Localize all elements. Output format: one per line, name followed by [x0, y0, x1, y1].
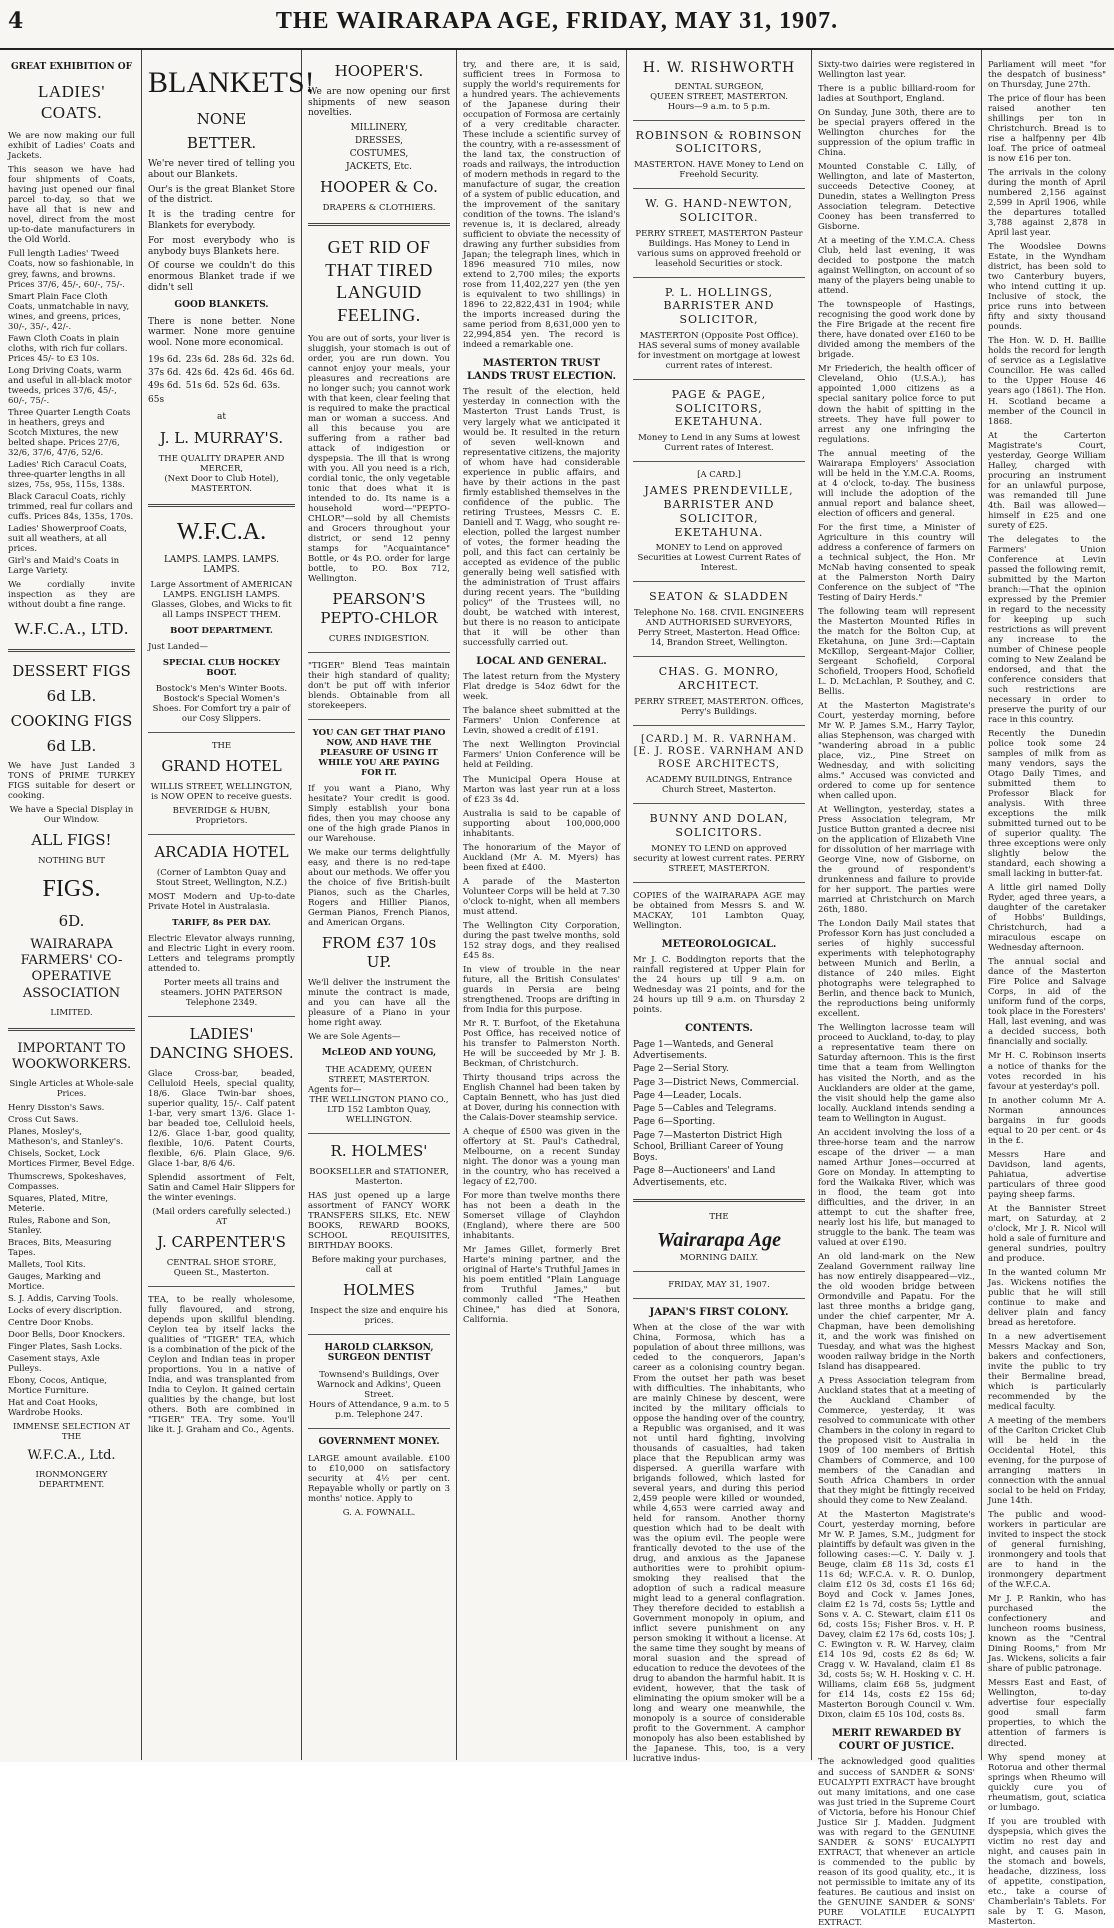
list-item: Henry Disston's Saws. — [8, 1103, 105, 1114]
hoopers-heading: HOOPER'S. — [334, 62, 424, 80]
wfca-lamps: W.F.C.A. — [176, 518, 267, 545]
pepto-text: You are out of sorts, your liver is sluggish, your stomach is out of order, you are run down. You cannot enjoy your meals, your pleasures and recreations are no longer such; you cannot work with that keen, clear feeling that is required to make the practical man or woman a success. And all this because you are suffering from a rather bad attack of indigestion or dyspepsia. The ill that is wrong with you. All you need is a rich, cordial tonic, the only vegetable tonic that does what it is intended to do. Its name is a household word—"PEPTO-CHLOR"—sold by all Chemists and Grocers throughout your district, or send 12 penny stamps for "Acquaintance" Bottle, or 4s P.O. order for large bottle, to P.O. Box 712, Wellington. — [308, 334, 450, 585]
news-item: Why spend money at Rotorua and other thermal springs when Rheumo will quickly cure you of rheumatism, gout, sciatica or lumbago. — [988, 1752, 1106, 1813]
list-item: Black Caracul Coats, richly trimmed, real fur collars and cuffs. Prices 84s, 135s, 170s. — [8, 491, 134, 522]
list-item: Hat and Coat Hooks, Wardrobe Hooks. — [8, 1397, 98, 1418]
list-item: Three Quarter Length Coats in heathers, greys and Scotch Mixtures, the new belted shape. Prices 27/6, 32/6, 37/6, 47/6, 52/6. — [8, 407, 131, 458]
tired-heading: GET RID OF THAT TIRED LANGUID FEELING. — [325, 237, 433, 325]
list-item: Ladies' Showerproof Coats, suit all weathers, at all prices. — [8, 523, 127, 554]
list-item: JACKETS, Etc. — [346, 161, 412, 172]
arcadia-elec: Electric Elevator always running, and Electric Light in every room. Letters and telegrams promptly attended to. — [148, 934, 295, 975]
hollings-name: P. L. HOLLINGS, BARRISTER AND SOLICITOR, — [663, 285, 775, 327]
news-item: An accident involving the loss of a three-horse team and the narrow escape of the driver — a man named Arthur Jones—occurred at Gore on Monday. In attempting to ford the Waikaka River, which was in flood, the team got into difficulties, and the driver, in an attempt to cut the shafter free, nearly lost his life, but managed to struggle to the bank. The team was valued at over £190. — [818, 1127, 975, 1248]
wfca-ironmongery: W.F.C.A., Ltd. — [27, 1447, 116, 1463]
piano-p1: If you want a Piano, Why hesitate? Your credit is good. Simply establish your bona fides, then you may choose any one of the high grade Pianos in our Warehouse. — [308, 784, 450, 845]
local-item: For more than twelve months there has not been a death in the Somerset village of Clayhdon (England), where there are 500 inhabitants. — [463, 1191, 620, 1242]
news-item: Mr Friederich, the health officer of Cleveland, Ohio (U.S.A.), has appointed 1,000 citizens as a special sanitary police force to put down the habit of spitting in the streets. They have full power to arrest any one infringing the regulations. — [818, 364, 975, 445]
news-item: If you are troubled with dyspepsia, which gives the victim no rest day and night, and causes pain in the stomach and bowels, headache, dizziness, loss of appetite, constipation, etc., take a course of Chamberlain's Tablets. For sale by T. G. Mason, Masterton. — [988, 1816, 1106, 1927]
local-item: A cheque of £500 was given in the offertory at St. Paul's Cathedral, Melbourne, on a recent Sunday night. The donor was a young man in the country, who has received a legacy of £2,700. — [463, 1127, 620, 1188]
news-item: Recently the Dunedin police took some 24 samples of milk from as many vendors, says the Otago Daily Times, and submitted them to Professor Black for analysis. With three exceptions the milk submitted turned out to be of superior quality. The three exceptions were only slightly below the standard, each showing a small lacking in butter-fat. — [988, 729, 1106, 880]
holmes-inspect: Inspect the size and enquire his prices. — [310, 1305, 448, 1326]
divider — [633, 379, 805, 380]
news-item: The annual social and dance of the Masterton Fire Police and Salvage Corps, in aid of the uniform fund of the corps, took place in the Foresters' Hall, last evening, and was a decided success, both financially and socially. — [988, 957, 1106, 1048]
seaton-text: Telephone No. 168. CIVIL ENGINEERS AND AUTHORISED SURVEYORS, Perry Street, Masterton. Head Office: 14, Brandon Street, Wellington. — [633, 608, 805, 649]
news-item: A meeting of the members of the Carlton Cricket Club will be held in the Occidental Hotel, this evening, for the purpose of arranging matters in connection with the annual social to be held on Friday, June 14th. — [988, 1416, 1106, 1507]
list-item: Page 2—Serial Story. — [633, 1064, 729, 1075]
column-4 — [457, 50, 627, 1760]
price-cell: 23s 6d. — [185, 354, 220, 365]
tiger-tea: "TIGER" Blend Teas maintain their high standard of quality; don't be put off with inferior blends. Obtainable from all storekeepers. — [308, 661, 450, 712]
news-item: A Press Association telegram from Auckland states that at a meeting of the Auckland Chamber of Commerce, yesterday, it was resolved to communicate with other Chambers in the colony in regard to the proposed visit to Australia in 1909 of 100 members of British Chambers of Commerce, and 100 members of the Canadian and South Africa Chambers in order that they might be fittingly received should they come to New Zealand. — [818, 1375, 975, 1507]
all-figs: ALL FIGS! — [31, 831, 112, 850]
list-item: Centre Door Knobs. — [8, 1317, 94, 1328]
fownall-name: G. A. FOWNALL. — [342, 1508, 416, 1519]
figs-price-big: 6D. — [58, 912, 85, 931]
list-item: Door Bells, Door Knockers. — [8, 1329, 126, 1340]
price-cell: 42s 6d. — [185, 368, 220, 379]
list-item: Page 5—Cables and Telegrams. — [633, 1104, 777, 1115]
list-item: Page 3—District News, Commercial. — [633, 1077, 799, 1088]
the-label: THE — [709, 1211, 729, 1222]
holmes-text: HAS just opened up a large assortment of FANCY WORK TRANSFERS SILKS, Etc. NEW BOOKS, REWARD BOOKS, SCHOOL REQUISITES, BIRTHDAY BOOKS. — [308, 1190, 450, 1251]
price-cell: 65s — [148, 394, 165, 405]
shoes-list: Glace Cross-bar, beaded, Celluloid Heels, special quality, 18/6. Glace Twin-bar shoes, superior quality, 15/-. Calf patent 1-bar, very smart 13/6. Glace 1-bar beaded toe, Celluloid heels, 12/6. Glace 1-bar, good quality, flexible, 10/6. Patent Courts, flexible, 6/6. Plain Glace, 9/6. Glace 1-bar, 8/6 4/6. — [148, 1068, 295, 1169]
tools-list — [8, 1103, 135, 1417]
meteorological-text: Mr J. C. Boddington reports that the rainfall registered at Upper Plain for the 24 hours up till 9 a.m. on Wednesday was 21 points, and for the 24 hours up till 9 a.m. on Thursday 2 points. — [633, 955, 805, 1016]
price-cell: 28s 6d. — [223, 354, 257, 365]
hoopers-intro: We are now opening our first shipments of new season novelties. — [308, 86, 450, 119]
divider — [308, 652, 450, 653]
price-cell: 19s 6d. — [148, 354, 182, 365]
central-shoe-store: CENTRAL SHOE STORE, — [166, 1257, 277, 1268]
murray-address: (Next Door to Club Hotel), MASTERTON. — [164, 473, 279, 494]
divider — [308, 1133, 450, 1134]
local-item: The Wellington City Corporation, during the past twelve months, sold 152 stray dogs, and they realised £45 8s. — [463, 920, 620, 961]
divider — [633, 725, 805, 726]
holmes-trade: BOOKSELLER and STATIONER, Masterton. — [309, 1166, 449, 1187]
just-landed: Just Landed— — [148, 642, 208, 653]
blankets-p4: For most everybody who is anybody buys Blankets here. — [148, 235, 295, 257]
seaton-name: SEATON & SLADDEN — [649, 590, 789, 604]
wellington-piano-co: THE WELLINGTON PIANO CO., LTD 152 Lambton Quay, WELLINGTON. — [309, 1094, 449, 1125]
list-item: S. J. Addis, Carving Tools. — [8, 1293, 119, 1304]
column-6 — [812, 50, 982, 1928]
list-item: Page 8—Auctioneers' and Land Advertisements, etc. — [633, 1166, 776, 1188]
divider — [633, 1271, 805, 1272]
local-general-heading: LOCAL AND GENERAL. — [476, 655, 607, 667]
figs-big: FIGS. — [42, 876, 101, 903]
news-item: At a meeting of the Y.M.C.A. Chess Club, held last evening, it was decided to postpone the match against Wellington, on account of so many of the players being unable to attend. — [818, 236, 975, 297]
news-item: The public and wood-workers in particular are invited to inspect the stock of general furnishing, ironmongery and tools that are to hand in the ironmongery department of the W.F.C.A. — [988, 1510, 1106, 1591]
news-item: At the Masterton Magistrate's Court, yesterday morning, before Mr W. P. James, S.M., judgment for plaintiffs by default was given in the following cases:—C. Y. Daily v. J. Beuge, claim £8 11s 3d, costs £1 11s 6d; W.F.C.A. v. R. O. Dunlop, claim £12 0s 3d, costs £1 16s 6d; Boyd and Cock v. James Jones, claim £2 1s 7d, costs 5s; Lyttle and Sons v. A. C. Stewart, claim £11 0s 6d, costs 15s; Fisher Bros. v. H. P. Davey, claim £2 17s 6d, costs 10s; J. C. Ewington v. R. W. Harvey, claim £14 10s 9d, costs £2 8s 6d; W. Cragg v. W. Havaland, claim £1 8s 3d, costs 5s; W. H. Hosking v. C. H. Williams, claim £68 5s, judgment for £14 14s, costs £2 15s 6d; Masterton Borough Council v. Wm. Dixon, claim £5 10s 10d, costs 8s. — [818, 1510, 975, 1721]
column-7 — [982, 50, 1112, 1927]
lamps-text: Large Assortment of AMERICAN LAMPS. ENGLISH LAMPS. Glasses, Globes, and Wicks to fit all Lamps INSPECT THEM. — [150, 580, 293, 621]
carpenter-address: Queen St., Masterton. — [173, 1267, 270, 1278]
bunny-dolan-name: BUNNY AND DOLAN, SOLICITORS. — [649, 812, 789, 839]
news-item: Messrs Hare and Davidson, land agents, Pahiatua, advertise particulars of three good paying sheep farms. — [988, 1149, 1106, 1200]
contents-list — [633, 1040, 805, 1189]
blankets-p2: Our's is the great Blanket Store of the district. — [148, 184, 295, 206]
page-page-text: Money to Lend in any Sums at lowest Current rates of Interest. — [638, 433, 800, 454]
none-label: NONE — [196, 109, 247, 128]
news-item: The delegates to the Farmers' Union Conference at Levin passed the following remit, submitted by the Marton branch:—That the opinion expressed by the Premier in regard to the necessity for keeping up such restrictions as will prevent any increase to the number of Chinese people coming to New Zealand be endorsed, and that the conference considers that such restrictions are necessary in order to preserve the purity of our race in this country. — [988, 534, 1106, 725]
local-item: A parade of the Masterton Volunteer Corps will be held at 7.30 o'clock to-night, when all members must attend. — [463, 876, 620, 917]
grand-hotel: GRAND HOTEL — [161, 757, 282, 776]
list-item: Gauges, Marking and Mortice. — [8, 1271, 101, 1292]
good-blankets: GOOD BLANKETS. — [174, 299, 269, 310]
list-item: Fawn Cloth Coats in plain cloths, with rich fur collars. Prices 45/- to £3 10s. — [8, 333, 128, 364]
meteorological-heading: METEOROLOGICAL. — [661, 938, 777, 950]
hockey-boot: SPECIAL CLUB HOCKEY BOOT. — [162, 658, 281, 679]
hand-newton-name: W. G. HAND-NEWTON, SOLICITOR. — [645, 197, 793, 224]
holmes-before: Before making your purchases, call at — [311, 1254, 447, 1275]
list-item: MILLINERY, — [350, 123, 408, 134]
news-item: Mounted Constable C. Lilly, of Wellington, and late of Masterton, succeeds Detective Cooney, at Dunedin, states a Wellington Press Association telegram. Detective Cooney has been transferred to Gisborne. — [818, 162, 975, 233]
rishworth-title: DENTAL SURGEON, — [674, 81, 764, 92]
list-item: Long Driving Coats, warm and useful in all-black motor tweeds, prices 37/6, 45/-, 60/-, 75/-. — [8, 365, 132, 406]
contents-heading: CONTENTS. — [685, 1023, 753, 1035]
mail-orders: (Mail orders carefully selected.) — [152, 1206, 291, 1217]
list-item: Braces, Bits, Measuring Tapes. — [8, 1237, 112, 1258]
sole-agents: We are Sole Agents— — [308, 1031, 401, 1042]
hoopers-list — [308, 123, 450, 172]
news-item: The townspeople of Hastings, recognising the good work done by the Fire Brigade at the recent fire there, have donated over £160 to be divided among the members of the brigade. — [818, 300, 975, 361]
list-item: Page 4—Leader, Locals. — [633, 1090, 742, 1101]
lamps-label: LAMPS. LAMPS. LAMPS. LAMPS. — [163, 554, 280, 576]
figs-display: We have a Special Display in Our Window. — [9, 805, 134, 826]
arcadia-tariff: TARIFF, 8s PER DAY. — [172, 917, 271, 928]
masthead — [0, 0, 1114, 50]
divider — [148, 732, 295, 733]
price-cell: 51s 6d. — [185, 381, 220, 392]
hollings-text: MASTERTON (Opposite Post Office). HAS several sums of money available for investment on mortgage at lowest current rates of interest. — [637, 330, 801, 371]
blankets-p5: Of course we couldn't do this enormous Blanket trade if we didn't sell — [148, 261, 295, 293]
list-item: Smart Plain Face Cloth Coats, unmatchable in navy, wines, and greens, prices, 30/-, 35/-, 42/-. — [8, 291, 130, 332]
blankets-p1: We're never tired of telling you about our Blankets. — [148, 159, 295, 180]
divider — [633, 1298, 805, 1299]
news-item: There is a public billiard-room for ladies at Southport, England. — [818, 84, 975, 105]
divider — [633, 277, 805, 278]
piano-price: FROM £37 10s UP. — [321, 934, 437, 972]
divider — [8, 1028, 135, 1031]
at-label-2: AT — [215, 1216, 228, 1227]
divider — [148, 834, 295, 835]
monro-name: CHAS. G. MONRO, ARCHITECT. — [658, 665, 780, 692]
coats-invite: We cordially invite inspection as they are without doubt a fine range. — [8, 579, 135, 610]
exhibition-heading: GREAT EXHIBITION OF — [10, 62, 133, 72]
rishworth-name: H. W. RISHWORTH — [642, 60, 796, 76]
list-item: Planes, Mosley's, Matheson's, and Stanley's. — [8, 1127, 124, 1148]
list-item: Casement stays, Axle Pulleys. — [8, 1353, 100, 1374]
coats-list — [8, 249, 135, 575]
dessert-figs-price: 6d LB. — [46, 687, 97, 705]
price-cell: 52s 6d. — [223, 381, 257, 392]
bunny-dolan-text: MONEY TO LEND on approved security at lowest current rates. PERRY STREET, MASTERTON. — [633, 843, 805, 874]
news-item: The price of flour has been raised another ten shillings per ton in Christchurch. Bread is to rise a halfpenny per 4lb loaf. The price of oatmeal is now £16 per ton. — [988, 94, 1106, 165]
list-item: Page 6—Sporting. — [633, 1117, 716, 1128]
list-item: Finger Plates, Sash Locks. — [8, 1341, 123, 1352]
piano-p3: We'll deliver the instrument the minute the contract is made, and you can have all the pleasure of a Piano in your home right away. — [308, 977, 450, 1028]
local-item: The Municipal Opera House at Marton was last year run at a loss of £23 3s 4d. — [463, 774, 620, 805]
divider — [633, 188, 805, 189]
list-item: Girl's and Maid's Coats in Large Variety. — [8, 555, 120, 576]
list-item: DRESSES, — [354, 135, 403, 146]
card-label: [A CARD.] — [697, 470, 741, 481]
news-item: At Wellington, yesterday, states a Press Association telegram, Mr Justice Button granted a decree nisi on the application of Elizabeth Vine for dissolution of her marriage with George Vine, now of Gisborne, on the ground of respondent's drunkenness and failure to provide for her support. The parties were married at Christchurch on March 26th, 1880. — [818, 805, 975, 916]
robinson-text: MASTERTON. HAVE Money to Lend on Freehold Security. — [634, 160, 804, 181]
news-item: At the Masterton Magistrate's Court, yesterday morning, before Mr W. P. James S.M., Harry Taylor, alias Stephenson, was charged with "wandering abroad in a public place, viz., Pine Street on Wednesday, and with soliciting alms." Accused was convicted and ordered to come up for sentence when called upon. — [818, 700, 975, 802]
coats-intro: We are now making our full exhibit of Ladies' Coats and Jackets. — [8, 131, 135, 162]
local-item: Mr James Gillet, formerly Bret Harte's mining partner, and the original of Harte's Truthful James in his poem entitled "Plain Language from Truthful James," but commonly called "The Heathen Chinee," has died at Sonora, California. — [463, 1245, 620, 1326]
list-item: Thumscrews, Spokeshaves, Compasses. — [8, 1171, 127, 1192]
varnham-rose-text: ACADEMY BUILDINGS, Entrance Church Street, Masterton. — [645, 775, 793, 796]
news-item: Mr J. P. Rankin, who has purchased the confectionery and luncheon rooms business, known as the "Central Dining Rooms," from Mr Jas. Wickens, solicits a fair share of public patronage. — [988, 1594, 1106, 1675]
divider — [308, 719, 450, 720]
list-item: Full length Ladies' Tweed Coats, now so fashionable, in grey, fawns, and browns. Prices 37/6, 45/-, 60/-, 75/-. — [8, 249, 134, 290]
figs-landed: We have Just Landed 3 TONS of PRIME TURKEY FIGS suitable for desert or cooking. — [8, 761, 135, 802]
news-item: At the Carterton Magistrate's Court, yesterday, George William Halley, charged with procuring an instrument for an unlawful purpose, was remanded till June 4th. Bail was allowed—himself in £25 and one surety of £25. — [988, 430, 1106, 531]
divider — [633, 461, 805, 462]
news-item: On Sunday, June 30th, there are to be special prayers offered in the Wellington churches for the suppression of the opium traffic in China. — [818, 108, 975, 159]
news-item: In another column Mr A. Norman announces bargains in fur goods equal to 20 per cent. or 4s in the £. — [988, 1095, 1106, 1146]
blankets-p3: It is the trading centre for Blankets for everybody. — [148, 210, 295, 231]
news-item: In the wanted column Mr Jas. Wickens notifies the public that he will still continue to make and deliver plain and fancy bread as heretofore. — [988, 1267, 1106, 1328]
monro-text: PERRY STREET, MASTERTON. Offices, Perry's Buildings. — [634, 696, 804, 717]
news-item: In a new advertisement Messrs Mackay and Son, bakers and confectioners, invite the public to try their Bermaline bread, which is particularly recommended by the medical faculty. — [988, 1331, 1106, 1412]
news-item: For the first time, a Minister of Agriculture in this country will address a conference of farmers on a technical subject, the Hon. Mr McNab having consented to speak at the Palmerston North Dairy Conference on the subject of "The Testing of Dairy Herds." — [818, 522, 975, 603]
rishworth-address: QUEEN STREET, MASTERTON. — [650, 91, 788, 102]
piano-p2: We make our terms delightfully easy, and there is no red-tape about our methods. We offer you the choice of five British-built Pianos, such as the Charles, Rogers and Hillier Pianos, German Pianos, French Pianos, and American Organs. — [308, 848, 450, 929]
news-item: The annual meeting of the Wairarapa Employers' Association will be held in the Y.M.C.A. Rooms, at 4 o'clock, to-day. The business will include the adoption of the annual report and balance sheet, election of officers and general. — [818, 448, 975, 519]
piano-heading: YOU CAN GET THAT PIANO NOW, AND HAVE THE PLEASURE OF USING IT WHILE YOU ARE PAYING FOR IT. — [312, 728, 446, 779]
clarkson-address: Townsend's Buildings, Over Warnock and Adkins', Queen Street. — [316, 1370, 442, 1401]
list-item: Cross Cut Saws. — [8, 1115, 79, 1126]
newspaper-logo: Wairarapa Age — [657, 1228, 781, 1251]
trust-election-heading: MASTERTON TRUST LANDS TRUST ELECTION. — [467, 358, 616, 382]
price-cell: 46s 6d. — [261, 368, 295, 379]
clarkson-hours: Hours of Attendance, 9 a.m. to 5 p.m. Telephone 247. — [308, 1400, 450, 1421]
woodworkers-heading: IMPORTANT TO WOOKWORKERS. — [11, 1040, 132, 1073]
blankets-p6: There is none better. None warmer. None more genuine wool. None more economical. — [148, 316, 295, 349]
divider — [633, 882, 805, 883]
list-item: Page 1—Wanteds, and General Advertisements. — [633, 1039, 774, 1062]
price-cell: 32s 6d. — [261, 354, 295, 365]
column-5 — [627, 50, 812, 1765]
blankets-heading: BLANKETS! — [148, 66, 315, 99]
merit-heading: MERIT REWARDED BY COURT OF JUSTICE. — [831, 1728, 962, 1752]
mcleod-young: McLEOD AND YOUNG, — [321, 1047, 437, 1058]
japan-colony-text: When at the close of the war with China, Formosa, which has a population of about three millions, was ceded to the conquerors, Japan's career as a colonising country began. From the outset her path was beset with difficulties. The inhabitants, who are mainly Chinese by descent, were incited by the military officials to oppose the handing over of the country, a Republic was organised, and it was not until hard fighting, involving thousands of casualties, had taken place that the Republican army was dispersed. A guerilla warfare with brigands followed, which lasted for several years, and during this period 2,459 people were killed or wounded, while 4,653 were carried away and held for ransom. Another thorny question which had to be dealt with was the opium evil. The people were frantically devoted to the use of the drug, and anxious as the Japanese authorities were to prohibit opium-smoking they realised that the adoption of such a radical measure might lead to a general conflagration. They therefore decided to establish a Government monopoly in opium, and inflict severe punishment on any person smoking it without a license. At the same time they sought by means of moral suasion and the spread of education to reduce the devotees of the drug to abandon the harmful habit. It is evident, however, that the task of eliminating the opium smoker will be a long and weary one meanwhile, the monopoly is a source of considerable profit to the Government. A camphor monopoly has also been established by the Japanese. This, too, is a very lucrative indus- — [633, 1323, 805, 1765]
divider — [8, 649, 135, 652]
prendeville-text: MONEY to Lend on approved Securities at Lowest Current Rates of Interest. — [637, 543, 801, 574]
better-label: BETTER. — [186, 134, 257, 153]
wfca-association: WAIRARAPA FARMERS' CO-OPERATIVE ASSOCIATION — [20, 936, 123, 1001]
murray-name: J. L. MURRAY'S. — [159, 428, 284, 447]
divider — [633, 1199, 805, 1202]
japan-colony-heading: JAPAN'S FIRST COLONY. — [649, 1306, 789, 1318]
local-item: The balance sheet submitted at the Farmers' Union Conference at Levin, showed a credit of £191. — [463, 706, 620, 737]
list-item: Mallets, Tool Kits. — [8, 1259, 86, 1270]
drapers-clothiers: DRAPERS & CLOTHIERS. — [322, 203, 436, 214]
the-label: THE — [211, 741, 232, 752]
divider — [308, 223, 450, 226]
robinson-name: ROBINSON & ROBINSON SOLICITORS, — [635, 128, 803, 156]
news-item: The Wellington lacrosse team will proceed to Auckland, to-day, to play a representative team there on Saturday afternoon. This is the first time that a team from Wellington has visited the North, and as the Aucklanders are older at the game, the visit should help the game also locally. Auckland intends sending a team to Wellington in August. — [818, 1023, 975, 1124]
price-cell: 37s 6d. — [148, 368, 182, 379]
list-item: Page 7—Masterton District High School, Brilliant Career of Young Boys. — [633, 1130, 784, 1164]
blanket-prices — [148, 355, 295, 406]
arcadia-address: (Corner of Lambton Quay and Stout Street, Wellington, N.Z.) — [155, 867, 288, 888]
news-item: The London Daily Mail states that Professor Korn has just concluded a series of highly successful experiments with telephotography between Munich and Berlin, a distance of 240 miles. Eight photographs were telegraphed to Berlin, and thence back to Munich, the reproductions being uniformly excellent. — [818, 919, 975, 1020]
rishworth-hours: Hours—9 a.m. to 5 p.m. — [667, 101, 771, 112]
column-1 — [2, 50, 142, 1760]
cooking-figs: COOKING FIGS — [10, 711, 133, 730]
news-item: At the Bannister Street mart, on Saturday, at 2 o'clock, Mr J. R. Nicol will hold a sale of furniture and general sundries, poultry and produce. — [988, 1203, 1106, 1264]
news-item: Sixty-two dairies were registered in Wellington last year. — [818, 60, 975, 81]
arcadia-most: MOST Modern and Up-to-date Private Hotel in Australasia. — [148, 891, 295, 912]
news-item: The arrivals in the colony during the month of April numbered 2,156 against 2,599 in April 1906, while the departures totalled 3,788 against 2,878 in April last year. — [988, 168, 1106, 239]
news-item: Mr H. C. Robinson inserts a notice of thanks for the votes recorded in his favour at yesterday's poll. — [988, 1051, 1106, 1092]
boots-text: Bostock's Men's Winter Boots. Bostock's Special Women's Shoes. For Comfort try a pair of our Cosy Slippers. — [152, 684, 291, 725]
arcadia-hotel: ARCADIA HOTEL — [154, 843, 289, 862]
local-item: In view of trouble in the near future, all the British Consulates' guards in Persia are being strengthened. Troops are drifting in from India for this purpose. — [463, 964, 620, 1015]
list-item: Ladies' Rich Caracul Coats, three-quarter lengths in all sizes, 75s, 95s, 115s, 138s. — [8, 459, 127, 490]
list-item: Chisels, Socket, Lock Mortices Firmer, Bevel Edge. — [8, 1149, 135, 1170]
issue-date: FRIDAY, MAY 31, 1907. — [668, 1279, 770, 1290]
column-3 — [302, 50, 457, 1760]
trust-election-text: The result of the election, held yesterday in connection with the Masterton Trust Lands Trust, is very largely what we anticipated it would be. It resulted in the return of seven well-known and representative citizens, the majority of whom have had considerable experience in public affairs, and have by their actions in the past firmly established themselves in the confidence of the public. The retiring Trustees, Messrs C. E. Daniell and T. Wagg, who sought re-election, polled the largest number of votes, the former heading the poll, and this fact can certainly be accepted as evidence of the public generally being well satisfied with the administration of Trust affairs during recent years. The "building policy" of the Trustees will, no doubt, be watched with interest, but there is no reason to anticipate that it will be other than successfully carried out. — [463, 387, 620, 648]
dancing-shoes: LADIES' DANCING SHOES. — [149, 1025, 294, 1062]
varnham-rose-name: [CARD.] M. R. VARNHAM. [E. J. ROSE. VARNHAM AND ROSE ARCHITECTS, — [633, 733, 805, 770]
local-item: Australia is said to be capable of supporting about 100,000,000 inhabitants. — [463, 808, 620, 839]
hooper-co: HOOPER & Co. — [320, 178, 438, 197]
gov-money-text: LARGE amount available. £100 to £10,000 on satisfactory security at 4½ per cent. Repayable wholly or partly on 3 months' notice. Apply to — [308, 1454, 450, 1505]
divider — [633, 120, 805, 121]
holmes-name: R. HOLMES' — [330, 1141, 428, 1160]
local-item: The next Wellington Provincial Farmers' Union Conference will be held at Feilding. — [463, 740, 620, 771]
dessert-figs: DESSERT FIGS — [12, 662, 131, 681]
local-item: The latest return from the Mystery Flat dredge is 54oz 6dwt for the week. — [463, 672, 620, 703]
local-item: Thirty thousand trips across the English Channel had been taken by Captain Bennett, who has just died at Dover, during his connection with the Calais-Dover steamship service. — [463, 1072, 620, 1123]
divider — [633, 656, 805, 657]
divider — [308, 1428, 450, 1429]
gov-money: GOVERNMENT MONEY. — [318, 1437, 440, 1448]
divider — [148, 504, 295, 507]
divider — [308, 1334, 450, 1335]
news-item: The following team will represent the Masterton Mounted Rifles in the match for the Bolton Cup, at Eketahuna, on June 3rd:—Captain McKillop, Sergeant-Major Collier, Sergeant Schofield, Corporal Schofield, Troopers Hood, Schofield L. D. McLachlan, P. Southey, and C. Bellis. — [818, 606, 975, 697]
page-page-name: PAGE & PAGE, SOLICITORS, EKETAHUNA. — [671, 387, 767, 429]
news-item: Parliament will meet "for the despatch of business" on Thursday, June 27th. — [988, 60, 1106, 91]
list-item: Ebony, Cocos, Antique, Mortice Furniture. — [8, 1375, 107, 1396]
divider — [148, 1016, 295, 1017]
murray-draper: THE QUALITY DRAPER AND MERCER, — [158, 453, 285, 474]
divider — [148, 1286, 295, 1287]
news-item: A little girl named Dolly Ryder, aged three years, a daughter of the caretaker of Hobbs' Buildings, Christchurch, had a miraculous escape on Wednesday afternoon. — [988, 883, 1106, 954]
wholesale-note: Single Articles at Whole-sale Prices. — [9, 1079, 134, 1100]
carpenter-name: J. CARPENTER'S — [157, 1232, 286, 1251]
price-cell: 49s 6d. — [148, 381, 182, 392]
formosa-continued: try, and there are, it is said, sufficient trees in Formosa to supply the world's requirements for a hundred years. The achievements of the Japanese during their occupation of Formosa are certainly of a very creditable character. These include a scientific survey of the country, with a re-assessment of the land tax, the construction of roads and railways, the introduction of modern methods in regard to the manufacture of sugar, the creation of a system of public education, and the improvement of the sanitary condition of the towns. The island's revenue is, it is declared, already sufficient to obviate the necessity of drawing any further subsidies from Japan; the telegraph lines, which in 1896 measured 710 miles, now extend to 2,700 miles; the exports rose from 11,402,227 yen (the yen is equivalent to two shillings) in 1896 to 22,822,431 in 1904; while the imports increased during the same period from 8,631,000 yen to 22,994,854 yen. The record is indeed a remarkable one. — [463, 60, 620, 351]
news-item: The Woodslee Downs Estate, in the Wyndham district, has been sold to two Canterbury buyers, who intend cutting it up. Inclusive of stock, the price runs into between fifty and sixty thousand pounds. — [988, 242, 1106, 333]
coats-shipments: This season we have had four shipments of Coats, having just opened our final parcel to-day, so that we have all that is new and novel, direct from the most up-to-date manufacturers in the Old World. — [8, 165, 135, 246]
clarkson-name: HAROLD CLARKSON, SURGEON DENTIST — [324, 1342, 434, 1364]
news-item: Messrs East and East, of Wellington, to-day advertise four especially good small farm properties, to which the attention of farmers is directed. — [988, 1678, 1106, 1749]
list-item: Squares, Plated, Mitre, Meterie. — [8, 1193, 109, 1214]
ironmongery-dept: IRONMONGERY DEPARTMENT. — [35, 1470, 108, 1491]
wfca-ltd: W.F.C.A., LTD. — [14, 619, 129, 638]
price-cell: 42s 6d. — [223, 368, 257, 379]
hand-newton-text: PERRY STREET, MASTERTON Pasteur Buildings. Has Money to Lend in various sums on approved freehold or leasehold Securities or stock. — [635, 228, 803, 269]
holmes-name-2: HOLMES — [343, 1280, 415, 1299]
immense-selection: IMMENSE SELECTION AT THE — [13, 1421, 130, 1442]
columns — [2, 50, 1112, 1928]
copies-notice: COPIES of the WAIRARAPA AGE may be obtained from Messrs S. and W. MACKAY, 101 Lambton Quay, Wellington. — [633, 890, 805, 931]
grand-hotel-text: WILLIS STREET, WELLINGTON, is NOW OPEN to receive guests. — [150, 782, 293, 803]
agents-for: Agents for— — [308, 1084, 362, 1095]
prendeville-name: JAMES PRENDEVILLE, BARRISTER AND SOLICITOR, EKETAHUNA. — [644, 484, 794, 539]
cooking-figs-price: 6d LB. — [46, 736, 97, 755]
limited-label: LIMITED. — [50, 1007, 93, 1018]
divider — [633, 581, 805, 582]
page-title: THE WAIRARAPA AGE, FRIDAY, MAY 31, 1907. — [275, 8, 839, 34]
pepto-name: PEARSON'S PEPTO-CHLOR — [320, 590, 438, 628]
price-cell: 63s. — [261, 381, 281, 392]
boot-dept: BOOT DEPARTMENT. — [170, 626, 273, 637]
cures-indigestion: CURES INDIGESTION. — [328, 633, 430, 644]
arcadia-porter: Porter meets all trains and steamers. JOHN PATERSON Telephone 2349. — [160, 978, 283, 1009]
news-item: The Hon. W. D. H. Baillie holds the record for length of service as a Legislative Councillor. He was called to the Upper House 46 years ago (1861). The Hon. H. Scotland became a member of the Council in 1868. — [988, 336, 1106, 427]
page-number: 4 — [8, 8, 24, 34]
grand-hotel-proprietors: BEVERIDGE & HUBN, Proprietors. — [172, 806, 271, 827]
merit-text: The acknowledged good qualities and success of SANDER & SONS' EUCALYPTI EXTRACT have brought out many imitations, and one case was just tried in the Supreme Court of Victoria, before his Honour Chief Justice Sir J. Madden. Judgment was with regard to the GENUINE SANDER & SONS' EUCALYPTI EXTRACT, that whenever an article is commended to the public by reason of its good quality, etc., it is not permissible to imitate any of its features. Be cautious and insist on the GENUINE SANDER & SONS' PURE VOLATILE EUCALYPTI EXTRACT. — [818, 1757, 976, 1928]
at-label: at — [217, 411, 226, 422]
tea-advert: TEA, to be really wholesome, fully flavoured, and strong, depends upon skillful blending. Ceylon tea by itself lacks the qualities of "TIGER" TEA, which is a combination of the pick of the Ceylon and Indian teas in proper proportions. You in a native of India, and was transplanted from India to Ceylon. It gained certain qualities by the change, but lost others. Both are combined in "TIGER" TEA. Try some. You'll like it. J. Graham and Co., Agents. — [148, 1294, 295, 1435]
divider — [633, 803, 805, 804]
column-2 — [142, 50, 315, 1760]
list-item: COSTUMES, — [349, 148, 409, 159]
list-item: Rules, Rabone and Son, Stanley. — [8, 1215, 111, 1236]
ladies-coats-heading: LADIES' COATS. — [37, 81, 105, 123]
list-item: Locks of every discription. — [8, 1305, 123, 1316]
academy-address: THE ACADEMY, QUEEN STREET, MASTERTON. — [325, 1064, 433, 1085]
morning-daily: MORNING DAILY. — [679, 1252, 759, 1263]
news-item: An old land-mark on the New Zealand Government railway line has now entirely disappeared—viz., the old wooden bridge between Ormondville and Papatu. For the last three months a bridge gang, under the chief carpenter, Mr A. Chapman, have been demolishing it, and the work was finished on Tuesday, and what was the highest wooden railway bridge in the North Island has disappeared. — [818, 1251, 975, 1372]
slippers-text: Splendid assortment of Felt, Satin and Camel Hair Slippers for the winter evenings. — [148, 1172, 295, 1203]
nothing-but: NOTHING BUT — [38, 856, 105, 867]
local-item: The honorarium of the Mayor of Auckland (Mr A. M. Myers) has been fixed at £400. — [463, 842, 620, 873]
local-item: Mr R. T. Burfoot, of the Eketahuna Post Office, has received notice of his transfer to Palmerston North. He will be succeeded by Mr J. B. Beckman, of Christchurch. — [463, 1018, 620, 1069]
